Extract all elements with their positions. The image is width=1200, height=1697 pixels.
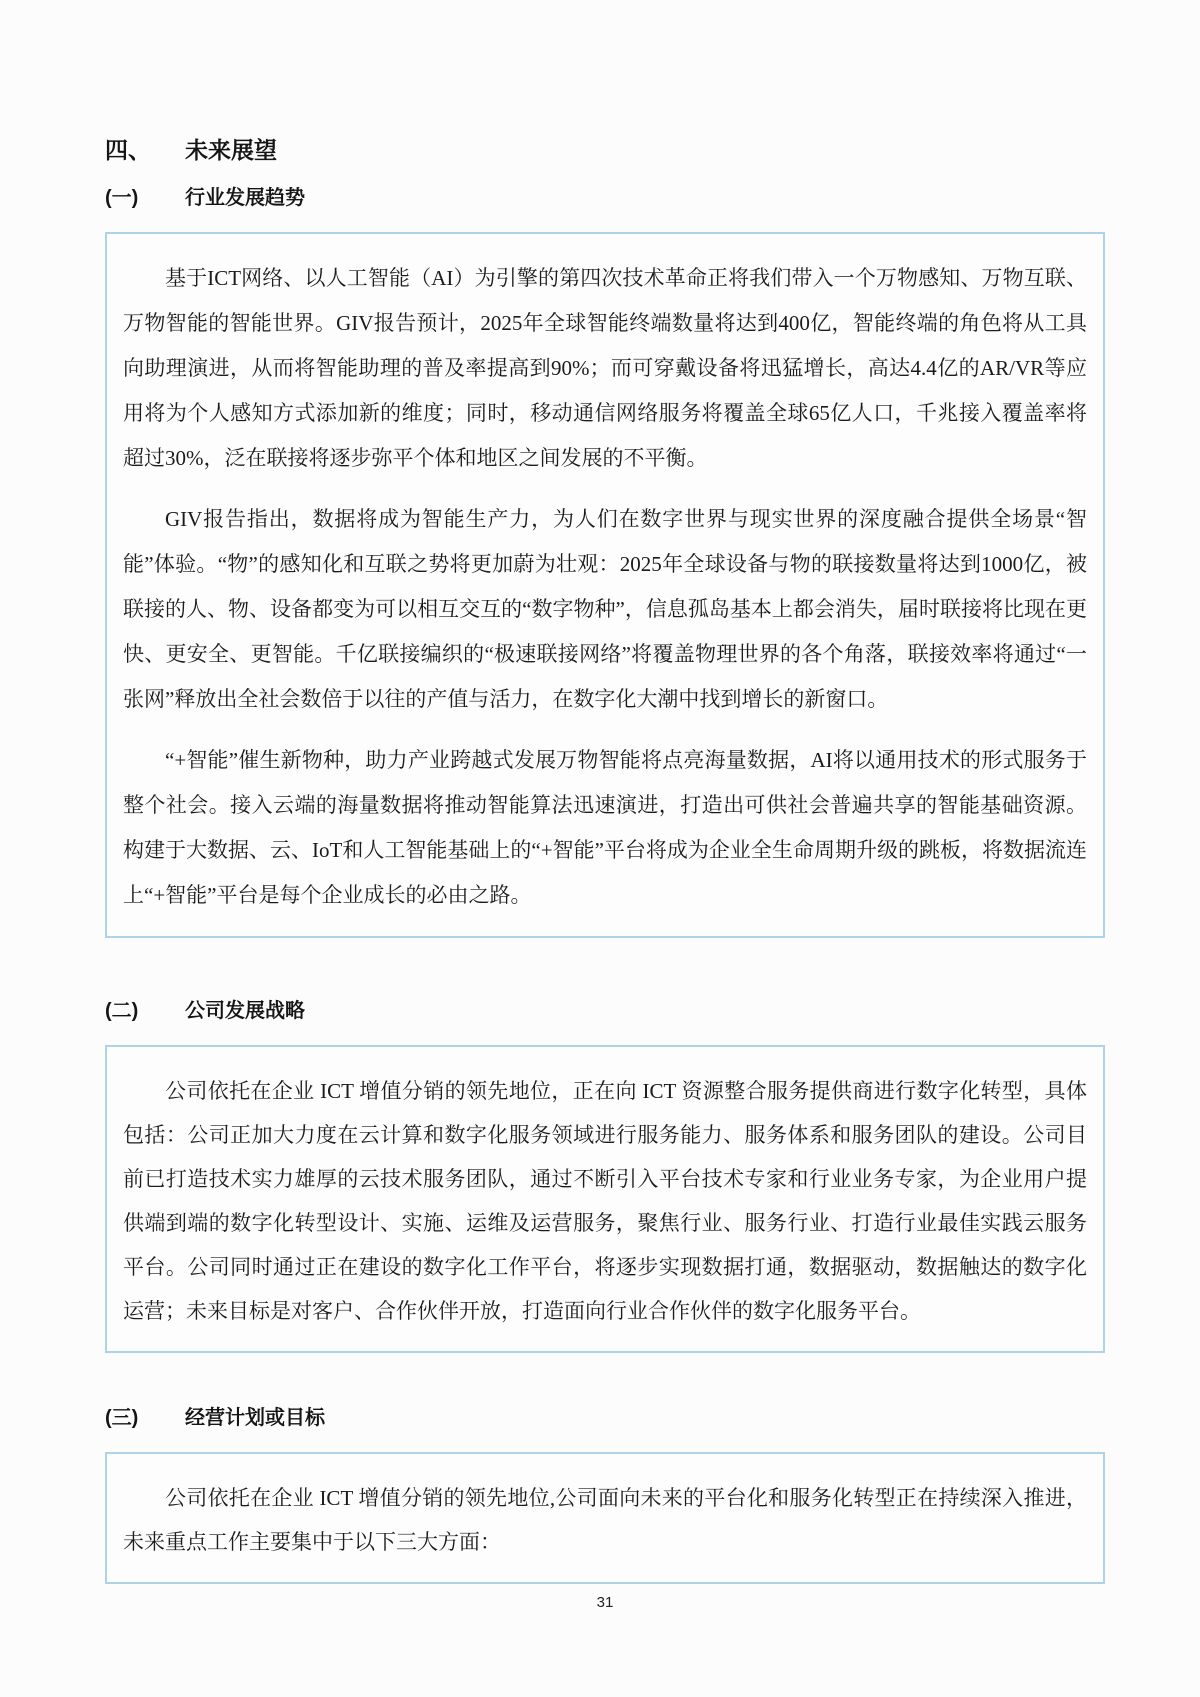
main-section-number: 四、 xyxy=(105,137,151,163)
subsection-number: (三) xyxy=(105,1407,139,1429)
subsection-number: (一) xyxy=(105,187,139,209)
paragraph: 公司依托在企业 ICT 增值分销的领先地位，正在向 ICT 资源整合服务提供商进行数字化转型，具体包括：公司正加大力度在云计算和数字化服务领域进行服务能力、服务体系和服务团队的建设。公司目前已打造技术实力雄厚的云技术服务团队，通过不断引入平台技术专家和行业业务专家，为企业用户提供端到端的数字化转型设计、实施、运维及运营服务，聚焦行业、服务行业、打造行业最佳实践云服务平台。公司同时通过正在建设的数字化工作平台，将逐步实现数据打通，数据驱动，数据触达的数字化运营；未来目标是对客户、合作伙伴开放，打造面向行业合作伙伴的数字化服务平台。 xyxy=(123,1079,1087,1323)
paragraph: 基于ICT网络、以人工智能（AI）为引擎的第四次技术革命正将我们带入一个万物感知、万物互联、万物智能的智能世界。GIV报告预计，2025年全球智能终端数量将达到400亿，智能终端的角色将从工具向助理演进，从而将智能助理的普及率提高到90%；而可穿戴设备将迅猛增长，高达4.4亿的AR/VR等应用将为个人感知方式添加新的维度；同时，移动通信网络服务将覆盖全球65亿人口，千兆接入覆盖率将超过30%，泛在联接将逐步弥平个体和地区之间发展的不平衡。 xyxy=(123,266,1087,470)
subsection-title: 行业发展趋势 xyxy=(185,187,305,209)
page-footer xyxy=(105,1594,1105,1611)
subsection-title: 经营计划或目标 xyxy=(185,1407,325,1429)
content-box-business-plan xyxy=(105,1452,1105,1584)
content-box-company-strategy xyxy=(105,1045,1105,1353)
main-section-title: 未来展望 xyxy=(185,137,277,163)
subsection-title: 公司发展战略 xyxy=(185,1000,305,1022)
subsection-number: (二) xyxy=(105,1000,139,1022)
subsection-heading-company-strategy xyxy=(105,994,1105,1023)
main-section-heading xyxy=(105,132,1105,165)
paragraph: 公司依托在企业 ICT 增值分销的领先地位,公司面向未来的平台化和服务化转型正在持续深入推进，未来重点工作主要集中于以下三大方面： xyxy=(123,1486,1087,1554)
paragraph: GIV报告指出，数据将成为智能生产力，为人们在数字世界与现实世界的深度融合提供全场景“智能”体验。“物”的感知化和互联之势将更加蔚为壮观：2025年全球设备与物的联接数量将达到1000亿，被联接的人、物、设备都变为可以相互交互的“数字物种”，信息孤岛基本上都会消失，届时联接将比现在更快、更安全、更智能。千亿联接编织的“极速联接网络”将覆盖物理世界的各个角落，联接效率将通过“一张网”释放出全社会数倍于以往的产值与活力，在数字化大潮中找到增长的新窗口。 xyxy=(123,507,1087,711)
page-number: 31 xyxy=(596,1594,614,1611)
vertical-spacer xyxy=(105,938,1105,994)
content-box-industry-trends xyxy=(105,232,1105,938)
paragraph: “+智能”催生新物种，助力产业跨越式发展万物智能将点亮海量数据，AI将以通用技术的形式服务于整个社会。接入云端的海量数据将推动智能算法迅速演进，打造出可供社会普遍共享的智能基础资源。构建于大数据、云、IoT和人工智能基础上的“+智能”平台将成为企业全生命周期升级的跳板，将数据流连上“+智能”平台是每个企业成长的必由之路。 xyxy=(123,748,1087,907)
subsection-heading-business-plan xyxy=(105,1401,1105,1430)
vertical-spacer xyxy=(105,1353,1105,1401)
subsection-heading-industry-trends xyxy=(105,181,1105,210)
